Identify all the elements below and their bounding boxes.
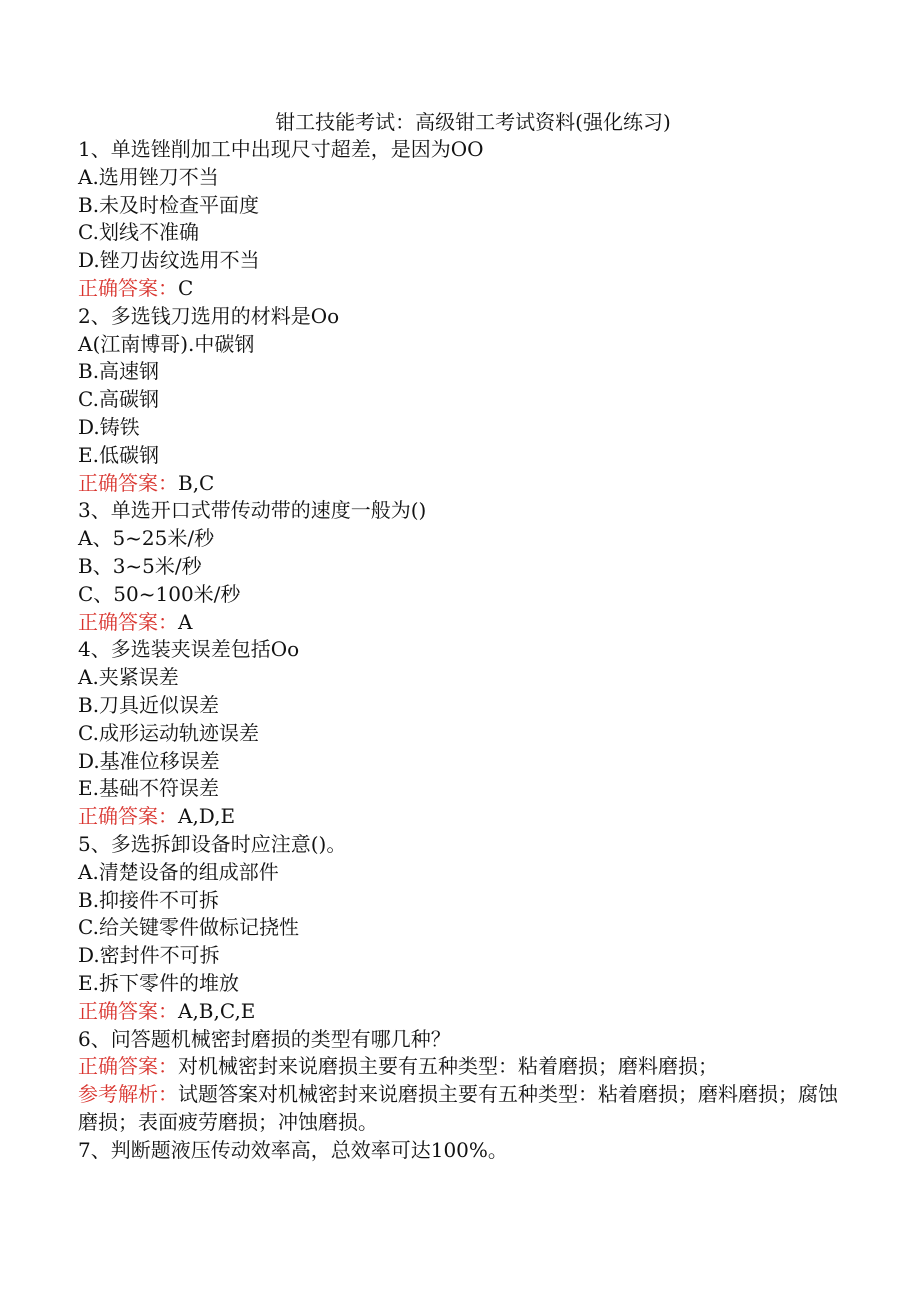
question-1	[78, 136, 848, 303]
option-a: A.清楚设备的组成部件	[78, 859, 279, 884]
option-a: A.夹紧误差	[78, 665, 179, 690]
question-4	[78, 636, 848, 831]
analysis-block	[78, 1081, 848, 1137]
document-title: 钳工技能考试：高级钳工考试资料(强化练习)	[275, 110, 671, 134]
option-c: C.划线不准确	[78, 220, 199, 245]
question-5	[78, 831, 848, 1026]
question-7	[78, 1137, 848, 1165]
answer-label: 正确答案：	[78, 275, 178, 300]
answer-line	[78, 275, 848, 303]
answer-line	[78, 803, 848, 831]
option-c: C.高碳钢	[78, 387, 159, 412]
option-a: A.选用锉刀不当	[78, 164, 219, 189]
answer-line	[78, 470, 848, 498]
answer-value: C	[178, 275, 194, 300]
option-e: E.低碳钢	[78, 442, 159, 467]
option-b: B、3~5米/秒	[78, 553, 202, 578]
analysis-text: 试题答案对机械密封来说磨损主要有五种类型：粘着磨损；磨料磨损；腐蚀磨损；表面疲劳磨损；冲蚀磨损。	[78, 1082, 838, 1134]
option-c: C.成形运动轨迹误差	[78, 720, 259, 745]
question-stem: 6、问答题机械密封磨损的类型有哪几种？	[78, 1026, 451, 1051]
option-e: E.拆下零件的堆放	[78, 970, 239, 995]
option-c: C.给关键零件做标记挠性	[78, 915, 299, 940]
option-a: A、5~25米/秒	[78, 526, 215, 551]
option-b: B.未及时检查平面度	[78, 192, 260, 217]
answer-line	[78, 1053, 848, 1081]
question-2	[78, 303, 848, 498]
option-b: B.高速钢	[78, 359, 160, 384]
answer-value: A	[178, 609, 193, 634]
question-stem: 7、判断题液压传动效率高，总效率可达100%。	[78, 1137, 508, 1162]
answer-line	[78, 609, 848, 637]
answer-value: 对机械密封来说磨损主要有五种类型：粘着磨损；磨料磨损；	[178, 1054, 718, 1079]
answer-value: B,C	[178, 470, 215, 495]
answer-label: 正确答案：	[78, 470, 178, 495]
option-b: B.刀具近似误差	[78, 692, 220, 717]
option-a: A(江南博哥).中碳钢	[78, 331, 255, 356]
answer-label: 正确答案：	[78, 1054, 178, 1079]
question-6	[78, 1026, 848, 1137]
question-stem: 2、多选钱刀选用的材料是Oo	[78, 303, 340, 328]
option-d: D.基准位移误差	[78, 748, 220, 773]
option-d: D.锉刀齿纹选用不当	[78, 248, 260, 273]
answer-value: A,B,C,E	[178, 998, 256, 1023]
question-stem: 5、多选拆卸设备时应注意()。	[78, 831, 347, 856]
option-b: B.抑接件不可拆	[78, 887, 220, 912]
answer-label: 正确答案：	[78, 609, 178, 634]
analysis-label: 参考解析：	[78, 1082, 178, 1107]
question-stem: 1、单选锉削加工中出现尺寸超差，是因为OO	[78, 137, 484, 161]
answer-line	[78, 998, 848, 1026]
option-c: C、50~100米/秒	[78, 581, 241, 606]
option-e: E.基础不符误差	[78, 776, 219, 801]
answer-value: A,D,E	[178, 804, 236, 829]
document-page	[78, 108, 848, 1164]
question-stem: 4、多选装夹误差包括Oo	[78, 637, 300, 662]
option-d: D.铸铁	[78, 414, 140, 439]
option-d: D.密封件不可拆	[78, 943, 220, 968]
question-stem: 3、单选开口式带传动带的速度一般为()	[78, 498, 427, 523]
answer-label: 正确答案：	[78, 804, 178, 829]
question-3	[78, 497, 848, 636]
answer-label: 正确答案：	[78, 998, 178, 1023]
